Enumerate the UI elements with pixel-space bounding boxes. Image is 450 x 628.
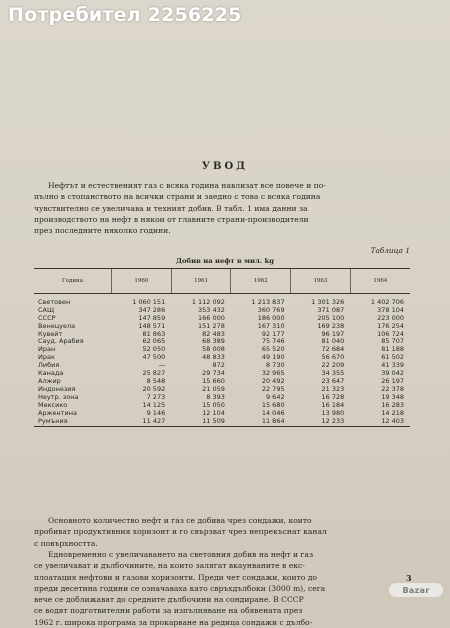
text-line: преди десетина години се означаваха като свръхдълбоки (3000 m), сега (34, 583, 326, 593)
value-cell: 75 746 (261, 337, 285, 346)
text-line: Нефтът и естественият газ с всяка година навлизат все повече и по- (48, 181, 326, 190)
value-cell: 12 233 (291, 418, 351, 427)
value-cell: 8 393 (206, 392, 225, 401)
text-line: 1962 г. широка програма за прокарване на редица сондажи с дълбо- (34, 617, 313, 627)
value-cell: 16 184 (321, 400, 345, 409)
value-cell: 16 728 (321, 392, 345, 401)
value-cell: 176 254 (377, 321, 404, 330)
value-cell: 1 213 837 (251, 297, 285, 306)
value-cell: 1 301 326 (311, 297, 345, 306)
country-cell: Алжир (38, 376, 61, 385)
value-cell: 1 060 151 (132, 297, 166, 306)
value-cell: 14 125 (142, 400, 166, 409)
text-line: пълно в стопанството на всички страни и заедно с това с всяка година (34, 192, 321, 202)
text-line: пробиват продуктивния хоризонт и го свързват чрез непрекъснат канал (34, 527, 327, 537)
value-cell: 9 146 (146, 408, 166, 417)
value-cell: 147 859 (138, 313, 166, 322)
value-cell: 81 188 (381, 345, 404, 354)
depth-paragraph (34, 549, 410, 628)
page-number: 3 (406, 573, 412, 583)
intro-paragraph (34, 180, 410, 236)
text-line: чувствително се увеличава и техният добив. В табл. 1 има данни за (34, 203, 308, 213)
text-line: с повърхността. (34, 538, 98, 548)
country-cell: Румъния (34, 418, 112, 427)
text-line: се водят подготвителни работи за изпълняване на обявената през (34, 606, 303, 616)
country-cell: Либия (38, 361, 60, 370)
value-cell: 20 592 (142, 384, 166, 393)
value-cell: 872 (212, 361, 225, 370)
column-header: 1964 (350, 269, 410, 294)
country-cell: СССР (38, 313, 56, 322)
table-body (34, 293, 410, 427)
text-line: плоатация нефтови и газови хоризонти. Преди чет сондажи, които до (34, 572, 318, 582)
column-header: 1960 (112, 269, 172, 294)
value-cell: 166 000 (198, 313, 225, 322)
value-cell: 58 008 (202, 345, 225, 354)
value-cell: 15 660 (202, 376, 225, 385)
value-cell: 39 042 (381, 369, 404, 378)
value-cell: 72 684 (321, 345, 345, 354)
country-cell: САЩ (38, 305, 55, 314)
value-cell: 169 238 (317, 321, 345, 330)
table-caption: Добив на нефт в мил. kg (175, 257, 274, 265)
value-cell: 22 378 (381, 384, 404, 393)
value-cell: 8 548 (146, 376, 166, 385)
sondage-paragraph (34, 515, 410, 549)
value-cell: 61 502 (381, 353, 404, 362)
value-cell: 151 278 (198, 321, 225, 330)
value-cell: 106 724 (377, 329, 404, 338)
value-cell: 34 355 (321, 369, 345, 378)
country-cell: Неутр. зона (38, 392, 79, 401)
country-cell: Световен (38, 297, 71, 306)
value-cell: 15 680 (261, 400, 285, 409)
text-line: вече се доближават до средните дълбочини на сондиране. В СССР (34, 595, 304, 605)
value-cell: — (158, 361, 166, 370)
text-line: Основното количество нефт и газ се добива чрез сондажи, които (48, 516, 312, 525)
value-cell: 11 864 (231, 418, 291, 427)
value-cell: 22 209 (321, 361, 345, 370)
user-watermark: Потребител 2256225 (8, 4, 242, 26)
value-cell: 26 197 (381, 376, 404, 385)
value-cell: 11 427 (112, 418, 172, 427)
country-cell: Иран (38, 345, 56, 354)
table-label: Таблица 1 (370, 246, 410, 255)
text-line: Едновременно с увеличаването на световния добив на нефт и газ (48, 550, 314, 559)
value-cell: 205 100 (317, 313, 345, 322)
value-cell: 62 065 (142, 337, 166, 346)
value-cell: 360 769 (257, 305, 285, 314)
table-row (34, 293, 410, 306)
value-cell: 12 104 (202, 408, 225, 417)
value-cell: 21 059 (202, 384, 225, 393)
value-cell: 186 000 (257, 313, 285, 322)
value-cell: 81 040 (321, 337, 345, 346)
section-heading: УВОД (201, 161, 249, 172)
country-cell: Канада (38, 369, 64, 378)
value-cell: 65 520 (261, 345, 285, 354)
value-cell: 92 177 (261, 329, 285, 338)
value-cell: 353 432 (198, 305, 225, 314)
country-cell: Индонезия (38, 384, 76, 393)
country-cell: Аржентина (38, 408, 77, 417)
country-cell: Сауд. Арабия (38, 337, 84, 346)
value-cell: 1 112 092 (191, 297, 225, 306)
column-header: 1962 (231, 269, 291, 294)
value-cell: 82 483 (202, 329, 225, 338)
bazar-logo (389, 583, 443, 597)
value-cell: 41 339 (381, 361, 404, 370)
column-header: Година (34, 269, 112, 294)
text-line: през последните няколко години. (34, 226, 171, 236)
value-cell: 13 980 (321, 408, 345, 417)
value-cell: 21 323 (321, 384, 345, 393)
country-cell: Мексико (38, 400, 68, 409)
value-cell: 47 500 (142, 353, 166, 362)
value-cell: 96 197 (321, 329, 345, 338)
value-cell: 68 389 (202, 337, 225, 346)
value-cell: 14 046 (261, 408, 285, 417)
value-cell: 11 509 (171, 418, 231, 427)
value-cell: 1 402 706 (370, 297, 404, 306)
value-cell: 378 104 (377, 305, 404, 314)
country-cell: Венецуела (38, 321, 76, 330)
oil-production-table (34, 268, 410, 427)
value-cell: 148 571 (138, 321, 166, 330)
value-cell: 16 283 (381, 400, 404, 409)
country-cell: Кувейт (38, 329, 63, 338)
value-cell: 20 492 (261, 376, 285, 385)
value-cell: 52 050 (142, 345, 166, 354)
value-cell: 81 863 (142, 329, 166, 338)
value-cell: 12 403 (350, 418, 410, 427)
value-cell: 7 273 (146, 392, 166, 401)
text-line: производството на нефт в някои от главните страни-производители (34, 214, 309, 224)
value-cell: 14 218 (381, 408, 404, 417)
column-header: 1961 (171, 269, 231, 294)
value-cell: 23 647 (321, 376, 345, 385)
value-cell: 29 734 (202, 369, 225, 378)
value-cell: 9 642 (265, 392, 285, 401)
logo-text: Bazar (402, 585, 430, 595)
value-cell: 371 087 (317, 305, 345, 314)
table-header-row (34, 269, 410, 294)
value-cell: 347 286 (138, 305, 166, 314)
value-cell: 56 670 (321, 353, 345, 362)
value-cell: 223 000 (377, 313, 404, 322)
value-cell: 85 707 (381, 337, 404, 346)
text-line: се увеличават и дълбочините, на които залягат вкаунваните в екс- (34, 561, 305, 571)
table-row (34, 418, 410, 427)
value-cell: 8 730 (265, 361, 285, 370)
value-cell: 32 965 (261, 369, 285, 378)
value-cell: 19 348 (381, 392, 404, 401)
country-cell: Ирак (38, 353, 55, 362)
value-cell: 15 050 (202, 400, 225, 409)
value-cell: 25 827 (142, 369, 166, 378)
value-cell: 22 795 (261, 384, 285, 393)
column-header: 1963 (291, 269, 351, 294)
value-cell: 167 310 (257, 321, 285, 330)
value-cell: 49 190 (261, 353, 285, 362)
value-cell: 48 833 (202, 353, 225, 362)
